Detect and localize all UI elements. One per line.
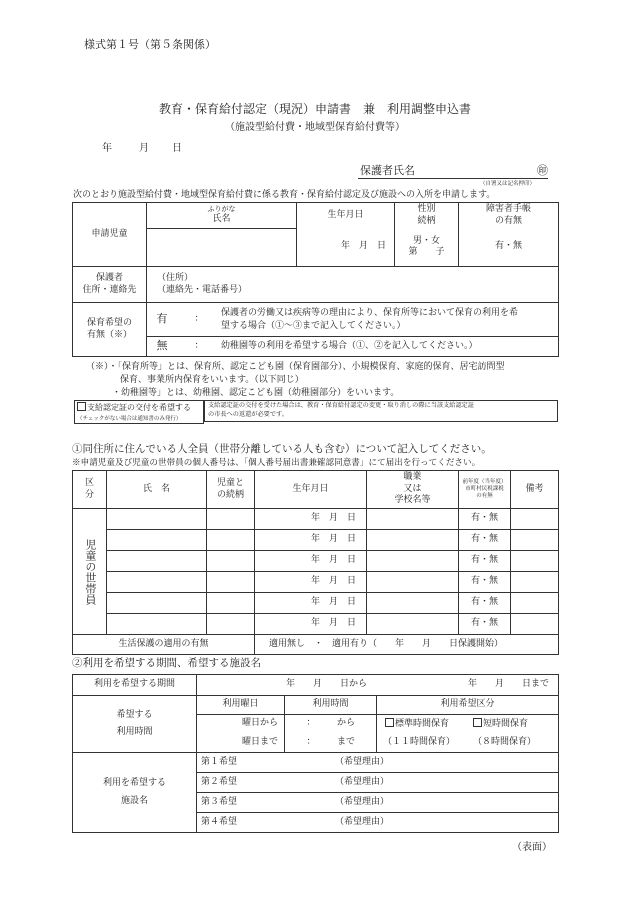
col-tax-3: の有無 [476,493,493,500]
member-job-field[interactable] [367,614,459,635]
guardian-name-label: 保護者氏名 [360,164,415,177]
member-relation-field[interactable] [207,572,255,593]
member-relation-field[interactable] [207,530,255,551]
form-number: 様式第１号（第５条関係） [84,38,216,51]
gender-label: 性別 [417,204,436,215]
col-hours: 利用時間 [285,696,377,715]
col-kubun: 区 [84,477,94,488]
preference-label-2: 有無（※） [86,329,132,340]
time-label-2: 利用時間 [116,727,153,737]
col-kubun-2: 分 [84,489,94,500]
choice-4-reason[interactable]: （希望理由） [335,816,390,827]
certificate-explain [204,400,558,422]
member-relation-field[interactable] [207,614,255,635]
member-note-field[interactable] [511,509,559,530]
member-name-field[interactable] [107,530,207,551]
guardian-label-2: 住所・連絡先 [82,284,137,295]
household-group-label: 児童の世帯員 [73,509,107,635]
schedule-table [72,674,559,833]
choice-3-reason[interactable]: （希望理由） [335,796,390,807]
household-table [72,470,559,655]
section1-note: ※申請児童及び児童の世帯員の個人番号は、「個人番号届出書兼確認同意書」にて届出を行ってください。 [72,458,481,468]
member-birth-field[interactable]: 年 月 日 [255,551,367,572]
contact-field[interactable]: （連絡先・電話番号） [157,284,248,295]
facility-label: 利用を希望する [102,778,166,789]
applicant-name-field[interactable] [147,229,297,267]
member-tax-options[interactable]: 有・無 [459,572,511,593]
certificate-explain-2: の市長への返還が必要です。 [208,410,288,418]
time-from-field[interactable]: から [337,718,356,729]
member-relation-field[interactable] [207,551,255,572]
member-birth-field[interactable]: 年 月 日 [255,614,367,635]
note-line-2: 保育、事業所内保育をいいます。（以下同じ） [120,375,304,385]
date-year: 年 [102,143,112,154]
period-from-field[interactable]: 年 月 日から [285,679,367,690]
standard-option[interactable] [377,718,467,731]
col-note: 備考 [511,471,559,509]
day-to-field[interactable]: 曜日まで [197,734,285,753]
page-side-label: （表面） [512,842,552,853]
member-job-field[interactable] [367,551,459,572]
day-from-field[interactable]: 曜日から [197,715,285,734]
period-to-field[interactable]: 年 月 日まで [467,679,549,690]
certificate-explain-1: 支給認定証の交付を受けた場合は、教育・保育給付認定の変更・取り消しの際に当該支給認定証 [208,402,475,409]
period-label: 利用を希望する期間 [73,675,197,696]
preference-label: 保育希望の [86,317,132,328]
col-relation: 児童と [216,477,244,488]
note-line-3: ・幼稚園等」とは、幼稚園、認定こども園（幼稚園部分）をいいます。 [112,388,400,398]
form-subtitle: （施設型給付費・地域型保育給付費等） [225,122,405,133]
member-job-field[interactable] [367,572,459,593]
member-birth-field[interactable]: 年 月 日 [255,593,367,614]
col-days: 利用曜日 [197,696,285,715]
seal-mark: ㊞ [537,164,548,177]
member-note-field[interactable] [511,614,559,635]
member-note-field[interactable] [511,572,559,593]
preference-yes-text: 保護者の労働又は疾病等の理由により、保育所等において保育の利用を希 [221,307,519,318]
standard-hours: （１１時間保育） [383,736,456,747]
disability-label: 障害者手帳 [485,204,531,215]
member-name-field[interactable] [107,614,207,635]
date-day: 日 [172,143,182,154]
preference-yes[interactable]: 有 [156,312,168,326]
member-name-field[interactable] [107,551,207,572]
welfare-options[interactable]: 適用無し ・ 適用有り（ 年 月 日保護開始） [255,635,559,655]
form-title: 教育・保育給付認定（現況）申請書 兼 利用調整申込書 [158,102,471,116]
certificate-request-label: 支給認定証の交付を希望する [87,403,191,412]
member-tax-options[interactable]: 有・無 [459,530,511,551]
col-job-3: 学校名等 [394,495,431,506]
hour-colon: ： [306,736,316,747]
address-field[interactable]: （住所） [157,272,194,283]
relation-label: 続柄 [417,215,436,226]
preference-no-text: 幼稚園等の利用を希望する場合（①、②を記入してください。） [221,340,478,351]
member-tax-options[interactable]: 有・無 [459,551,511,572]
gender-options[interactable]: 男・女 [412,235,440,246]
col-job-2: 又は [403,483,422,494]
member-job-field[interactable] [367,509,459,530]
member-name-field[interactable] [107,593,207,614]
member-relation-field[interactable] [207,593,255,614]
furigana-label: ふりがな [207,205,236,214]
preference-no[interactable]: 無 [156,339,168,353]
member-job-field[interactable] [367,530,459,551]
seal-note: （自署又は記名押印） [480,181,536,187]
checkbox-icon[interactable] [385,718,394,727]
col-job: 職業 [403,471,422,482]
applicant-table [72,202,559,357]
section2-heading: ②利用を希望する期間、希望する施設名 [72,657,261,669]
relation-field[interactable]: 第 子 [408,247,445,258]
choice-4-label: 第４希望 [201,816,238,827]
col-relation-2: の続柄 [216,489,244,500]
guardian-label: 保護者 [95,272,123,283]
short-option[interactable] [467,718,528,731]
member-name-field[interactable] [107,509,207,530]
member-job-field[interactable] [367,593,459,614]
guardian-name-line [358,178,548,179]
col-tax: 前年度（当年度） [462,478,507,485]
welfare-label: 生活保護の適用の有無 [73,635,255,655]
member-tax-options[interactable]: 有・無 [459,614,511,635]
member-birth-field[interactable]: 年 月 日 [255,530,367,551]
member-birth-field[interactable]: 年 月 日 [255,572,367,593]
preference-yes-text-2: 望する場合（①～③まで記入してください。） [221,320,406,331]
applicant-birthdate-field[interactable]: 年 月 日 [297,229,395,267]
member-name-field[interactable] [107,572,207,593]
member-note-field[interactable] [511,530,559,551]
member-tax-options[interactable]: 有・無 [459,593,511,614]
intro-text: 次のとおり施設型給付費・地域型保育給付費に係る教育・保育給付認定及び施設への入所を申請します。 [73,190,496,200]
choice-3-label: 第３希望 [201,796,238,807]
member-relation-field[interactable] [207,509,255,530]
choice-1-label: 第１希望 [201,756,238,767]
disability-label-2: の有無 [494,215,522,226]
colon: ： [194,340,204,351]
birthdate-label: 生年月日 [297,203,395,229]
col-name: 氏 名 [107,471,207,509]
disability-options[interactable]: 有・無 [459,229,559,267]
checkbox-icon[interactable] [77,402,86,411]
certificate-request-box[interactable] [74,400,204,424]
facility-label-2: 施設名 [120,795,148,806]
col-tax-2: 市町村民税課税 [465,485,504,492]
standard-option-label: 標準時間保育 [395,718,450,729]
note-line-1: （※）・「保育所等」とは、保育所、認定こども園（保育園部分）、小規模保育、家庭的保育、居宅訪問型 [86,362,505,372]
member-birth-field[interactable]: 年 月 日 [255,509,367,530]
member-note-field[interactable] [511,551,559,572]
date-month: 月 [139,143,149,154]
short-hours: （８時間保育） [473,736,537,747]
member-tax-options[interactable]: 有・無 [459,509,511,530]
hour-colon: ： [306,718,316,729]
member-note-field[interactable] [511,593,559,614]
col-category: 利用希望区分 [377,696,559,715]
section1-heading: ①同住所に住んでいる人全員（世帯分離している人も含む）について記入してください。 [72,443,492,455]
name-label: 氏名 [212,214,231,225]
short-option-label: 短時間保育 [483,718,529,729]
time-to-field[interactable]: まで [337,736,356,747]
col-birth: 生年月日 [255,471,367,509]
checkbox-icon[interactable] [473,718,482,727]
choice-2-label: 第２希望 [201,776,238,787]
certificate-request-sub: （チェックがない場合は通知書のみ発行） [77,416,182,422]
applicant-row-label: 申請児童 [73,203,147,267]
time-label: 希望する [116,709,153,720]
choice-2-reason[interactable]: （希望理由） [335,776,390,787]
choice-1-reason[interactable]: （希望理由） [335,756,390,767]
colon: ： [194,313,204,324]
